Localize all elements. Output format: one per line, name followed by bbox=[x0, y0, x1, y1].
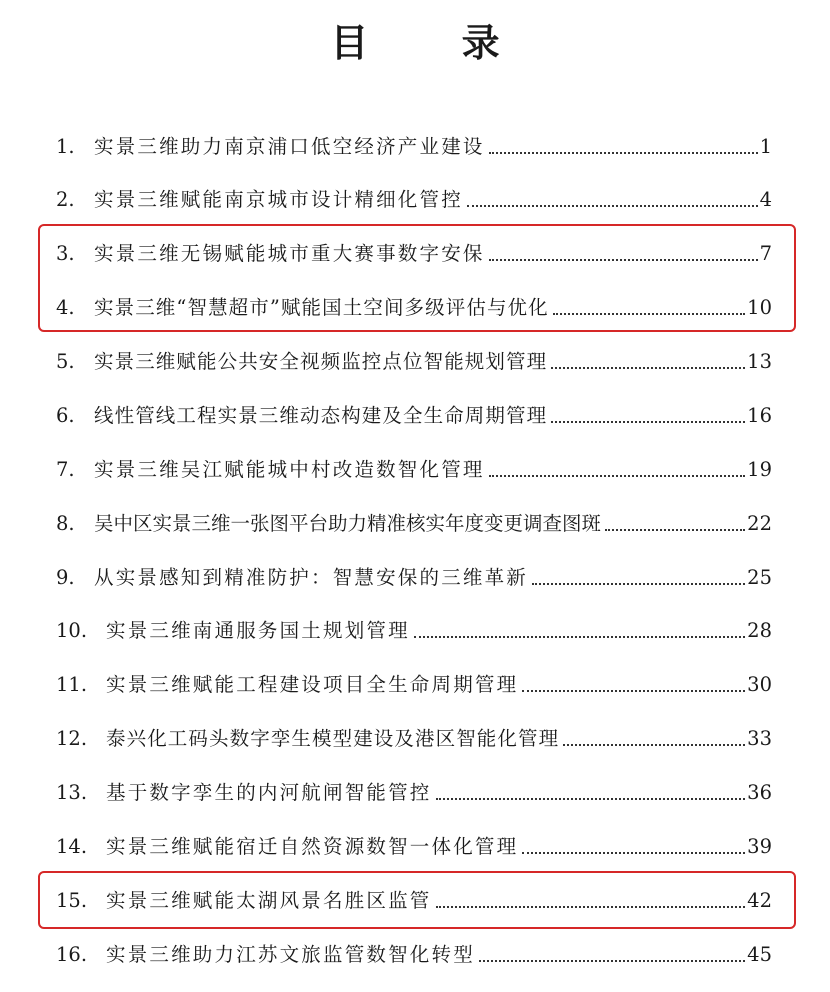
entry-page-number: 19 bbox=[747, 458, 772, 481]
dot-leader bbox=[479, 959, 745, 962]
entry-page-number: 7 bbox=[759, 242, 772, 265]
entry-title: 实景三维赋能南京城市设计精细化管控 bbox=[94, 188, 463, 211]
entry-page-number: 25 bbox=[747, 566, 772, 589]
toc-entry[interactable] bbox=[56, 770, 772, 806]
toc-entry[interactable] bbox=[56, 393, 772, 429]
entry-page-number: 13 bbox=[747, 350, 772, 373]
dot-leader bbox=[551, 366, 745, 369]
toc-entry[interactable] bbox=[56, 662, 772, 698]
entry-title: 线性管线工程实景三维动态构建及全生命周期管理 bbox=[94, 404, 548, 427]
dot-leader bbox=[563, 743, 745, 746]
dot-leader bbox=[532, 582, 745, 585]
entry-number: 6. bbox=[56, 404, 75, 427]
toc-entry[interactable] bbox=[56, 447, 772, 483]
toc-entry[interactable] bbox=[56, 124, 772, 160]
entry-page-number: 22 bbox=[747, 512, 772, 535]
entry-page-number: 36 bbox=[747, 781, 772, 804]
page-title: 目 录 bbox=[330, 20, 540, 65]
entry-page-number: 4 bbox=[759, 188, 772, 211]
entry-title: 实景三维赋能太湖风景名胜区监管 bbox=[106, 889, 432, 912]
entry-title: 实景三维助力南京浦口低空经济产业建设 bbox=[94, 135, 485, 158]
highlight-box bbox=[38, 224, 796, 332]
entry-title: 实景三维助力江苏文旅监管数智化转型 bbox=[106, 943, 475, 966]
entry-number: 8. bbox=[56, 512, 75, 535]
highlight-box bbox=[38, 871, 796, 929]
entry-number: 3. bbox=[56, 242, 75, 265]
entry-title: 实景三维无锡赋能城市重大赛事数字安保 bbox=[94, 242, 485, 265]
entry-title: 泰兴化工码头数字孪生模型建设及港区智能化管理 bbox=[106, 727, 560, 750]
entry-title: 实景三维吴江赋能城中村改造数智化管理 bbox=[94, 458, 485, 481]
dot-leader bbox=[467, 204, 758, 207]
toc-entry[interactable] bbox=[56, 608, 772, 644]
entry-number: 4. bbox=[56, 296, 75, 319]
toc-entry[interactable] bbox=[56, 177, 772, 213]
entry-number: 15. bbox=[56, 889, 88, 912]
entry-number: 7. bbox=[56, 458, 75, 481]
dot-leader bbox=[522, 851, 745, 854]
dot-leader bbox=[551, 420, 745, 423]
entry-title: 实景三维南通服务国土规划管理 bbox=[106, 619, 410, 642]
entry-title: 实景三维赋能公共安全视频监控点位智能规划管理 bbox=[94, 350, 548, 373]
dot-leader bbox=[605, 528, 745, 531]
entry-page-number: 33 bbox=[747, 727, 772, 750]
entry-number: 14. bbox=[56, 835, 88, 858]
entry-number: 11. bbox=[56, 673, 88, 696]
toc-entry[interactable] bbox=[56, 932, 772, 968]
toc-entry[interactable] bbox=[56, 339, 772, 375]
entry-title: 实景三维赋能工程建设项目全生命周期管理 bbox=[106, 673, 519, 696]
entry-title: 基于数字孪生的内河航闸智能管控 bbox=[106, 781, 432, 804]
entry-page-number: 45 bbox=[747, 943, 772, 966]
dot-leader bbox=[436, 797, 746, 800]
entry-title: 吴中区实景三维一张图平台助力精准核实年度变更调查图斑 bbox=[94, 512, 602, 535]
dot-leader bbox=[414, 635, 745, 638]
entry-number: 1. bbox=[56, 135, 75, 158]
entry-title: 从实景感知到精准防护：智慧安保的三维革新 bbox=[94, 566, 529, 589]
toc-entry[interactable] bbox=[56, 501, 772, 537]
dot-leader bbox=[489, 151, 758, 154]
entry-page-number: 16 bbox=[747, 404, 772, 427]
entry-number: 2. bbox=[56, 188, 75, 211]
entry-page-number: 39 bbox=[747, 835, 772, 858]
toc-entry[interactable] bbox=[56, 716, 772, 752]
entry-page-number: 28 bbox=[747, 619, 772, 642]
entry-number: 12. bbox=[56, 727, 88, 750]
entry-page-number: 42 bbox=[747, 889, 772, 912]
entry-number: 10. bbox=[56, 619, 88, 642]
dot-leader bbox=[522, 689, 745, 692]
entry-number: 13. bbox=[56, 781, 88, 804]
toc-entry[interactable] bbox=[56, 555, 772, 591]
toc-entry[interactable] bbox=[56, 824, 772, 860]
entry-page-number: 1 bbox=[759, 135, 772, 158]
entry-number: 9. bbox=[56, 566, 75, 589]
dot-leader bbox=[489, 474, 746, 477]
entry-number: 5. bbox=[56, 350, 75, 373]
entry-page-number: 10 bbox=[747, 296, 772, 319]
entry-number: 16. bbox=[56, 943, 88, 966]
entry-page-number: 30 bbox=[747, 673, 772, 696]
entry-title: 实景三维赋能宿迁自然资源数智一体化管理 bbox=[106, 835, 519, 858]
entry-title: 实景三维“智慧超市”赋能国土空间多级评估与优化 bbox=[94, 296, 549, 319]
